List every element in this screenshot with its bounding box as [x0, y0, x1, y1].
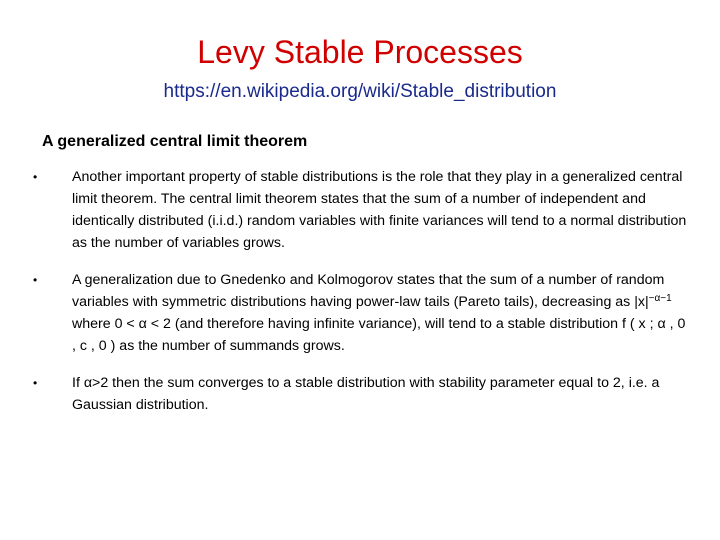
bullet-text: [72, 272, 685, 354]
bullet-icon: •: [33, 376, 38, 390]
slide-title: Levy Stable Processes: [197, 34, 523, 70]
source-url[interactable]: https://en.wikipedia.org/wiki/Stable_distribution: [163, 81, 557, 102]
bullet-icon: •: [33, 170, 38, 184]
bullet-text-after: where 0 < α < 2 (and therefore having infinite variance), will tend to a stable distribution f ( x ; α , 0 , c , 0 ) as the number of summands grows.: [72, 316, 686, 354]
bullet-text: If α>2 then the sum converges to a stable distribution with stability parameter equal to 2, i.e. a Gaussian distribution.: [72, 375, 660, 413]
bullet-item-clt: [28, 166, 692, 254]
bullet-item-gnedenko-kolmogorov: [28, 269, 692, 357]
bullet-list: [28, 166, 692, 431]
power-law-exponent: −α−1: [648, 293, 672, 304]
bullet-icon: •: [33, 273, 38, 287]
bullet-text-before: A generalization due to Gnedenko and Kolmogorov states that the sum of a number of random variables with symmetric distributions having power-law tails (Pareto tails), decreasing as |x|: [72, 272, 665, 310]
bullet-item-alpha-gt-2: [28, 372, 692, 416]
bullet-text: Another important property of stable distributions is the role that they play in a generalized central limit theorem. The central limit theorem states that the sum of a number of independent and identically distributed (i.i.d.) random variables with finite variances will tend to a normal distribution as the number of variables grows.: [72, 169, 687, 251]
section-heading: A generalized central limit theorem: [42, 133, 308, 150]
